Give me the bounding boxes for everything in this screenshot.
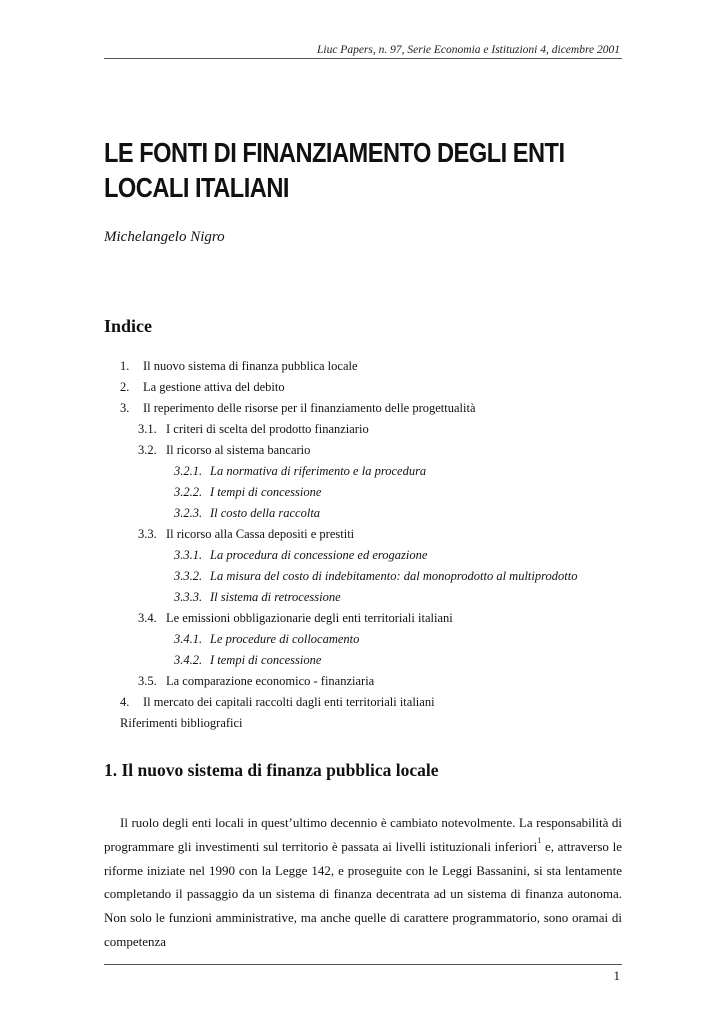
toc-item-number: 3.5. (138, 674, 157, 688)
document-title (104, 135, 565, 205)
author-name: Michelangelo Nigro (104, 229, 225, 245)
toc-item-label: Le procedure di collocamento (210, 632, 360, 646)
toc-item-label: La normativa di riferimento e la procedura (210, 464, 427, 478)
footer-divider (104, 964, 622, 965)
title-line-1: LE FONTI DI FINANZIAMENTO DEGLI ENTI (104, 137, 565, 168)
toc-item[interactable] (0, 672, 724, 693)
toc-item-label: I criteri di scelta del prodotto finanziario (166, 422, 369, 436)
toc-item-label: La procedura di concessione ed erogazione (210, 548, 428, 562)
toc-item[interactable] (0, 420, 724, 441)
toc-item-number: 3.4. (138, 611, 157, 625)
toc-item-label: La comparazione economico - finanziaria (166, 674, 375, 688)
toc-item-number: 3.2.2. (174, 485, 203, 499)
toc-item-number: 4. (120, 695, 130, 709)
toc-item[interactable] (0, 630, 724, 651)
toc-item[interactable] (0, 546, 724, 567)
toc-item[interactable] (0, 567, 724, 588)
toc-item-number: 3.4.2. (174, 653, 203, 667)
toc-item-label: Le emissioni obbligazionarie degli enti territoriali italiani (166, 611, 453, 625)
toc-item-label: Il reperimento delle risorse per il finanziamento delle progettualità (143, 401, 476, 415)
section-heading: 1. Il nuovo sistema di finanza pubblica locale (104, 760, 439, 780)
toc-item[interactable] (0, 399, 724, 420)
toc-item[interactable] (0, 693, 724, 714)
header-divider (104, 58, 622, 59)
toc-item[interactable] (0, 588, 724, 609)
toc-item-label: I tempi di concessione (210, 485, 322, 499)
body-paragraph (104, 811, 622, 954)
toc-item-number: 1. (120, 359, 130, 373)
toc-item-number: 3.2.1. (174, 464, 203, 478)
toc-item[interactable] (0, 609, 724, 630)
toc-item[interactable] (0, 504, 724, 525)
toc-item-number: 3.4.1. (174, 632, 203, 646)
toc-item[interactable] (0, 714, 724, 735)
toc-item-number: 3.2.3. (174, 506, 203, 520)
toc-item-number: 3.1. (138, 422, 157, 436)
toc-item-number: 3.3.2. (174, 569, 203, 583)
toc-item-number: 3.3.3. (174, 590, 203, 604)
toc-item-number: 3.2. (138, 443, 157, 457)
toc-item-label: Il ricorso al sistema bancario (166, 443, 311, 457)
toc-item[interactable] (0, 651, 724, 672)
toc-item-label: Il nuovo sistema di finanza pubblica locale (143, 359, 358, 373)
toc-item-number: 3.3. (138, 527, 157, 541)
toc-item[interactable] (0, 483, 724, 504)
toc-item-label: La misura del costo di indebitamento: dal monoprodotto al multiprodotto (210, 569, 578, 583)
toc-item-label: Il mercato dei capitali raccolti dagli enti territoriali italiani (143, 695, 435, 709)
running-header: Liuc Papers, n. 97, Serie Economia e Istituzioni 4, dicembre 2001 (316, 44, 620, 56)
paragraph-text: Il ruolo degli enti locali in quest’ultimo decennio è cambiato notevolmente. La responsabilità di programmare gli investimenti sul territorio è passata ai livelli istituzionali inferiori (104, 815, 622, 854)
toc-item[interactable] (0, 357, 724, 378)
toc-item-number: 2. (120, 380, 130, 394)
table-of-contents (0, 357, 724, 735)
toc-item-label: Il costo della raccolta (210, 506, 321, 520)
toc-item-label: Riferimenti bibliografici (120, 716, 243, 730)
toc-heading: Indice (104, 316, 153, 336)
paragraph-text-continued: e, attraverso le riforme iniziate nel 1990 con la Legge 142, e proseguite con le Leggi Bassanini, si sta lentamente completando il passaggio da un sistema di finanza decentrata ad un sistema di finanza autonoma. Non solo le funzioni amministrative, ma anche quelle di carattere programmatorio, sono oramai di competenza (104, 838, 623, 949)
toc-item-label: Il ricorso alla Cassa depositi e prestiti (166, 527, 355, 541)
toc-item-number: 3.3.1. (174, 548, 203, 562)
footnote-reference[interactable]: 1 (537, 835, 542, 845)
toc-item-label: I tempi di concessione (210, 653, 322, 667)
toc-item[interactable] (0, 441, 724, 462)
toc-item[interactable] (0, 525, 724, 546)
toc-item-number: 3. (120, 401, 130, 415)
toc-item-label: La gestione attiva del debito (143, 380, 285, 394)
title-line-2: LOCALI ITALIANI (104, 172, 289, 203)
toc-item[interactable] (0, 462, 724, 483)
toc-item[interactable] (0, 378, 724, 399)
page-number: 1 (613, 968, 620, 983)
toc-item-label: Il sistema di retrocessione (210, 590, 341, 604)
